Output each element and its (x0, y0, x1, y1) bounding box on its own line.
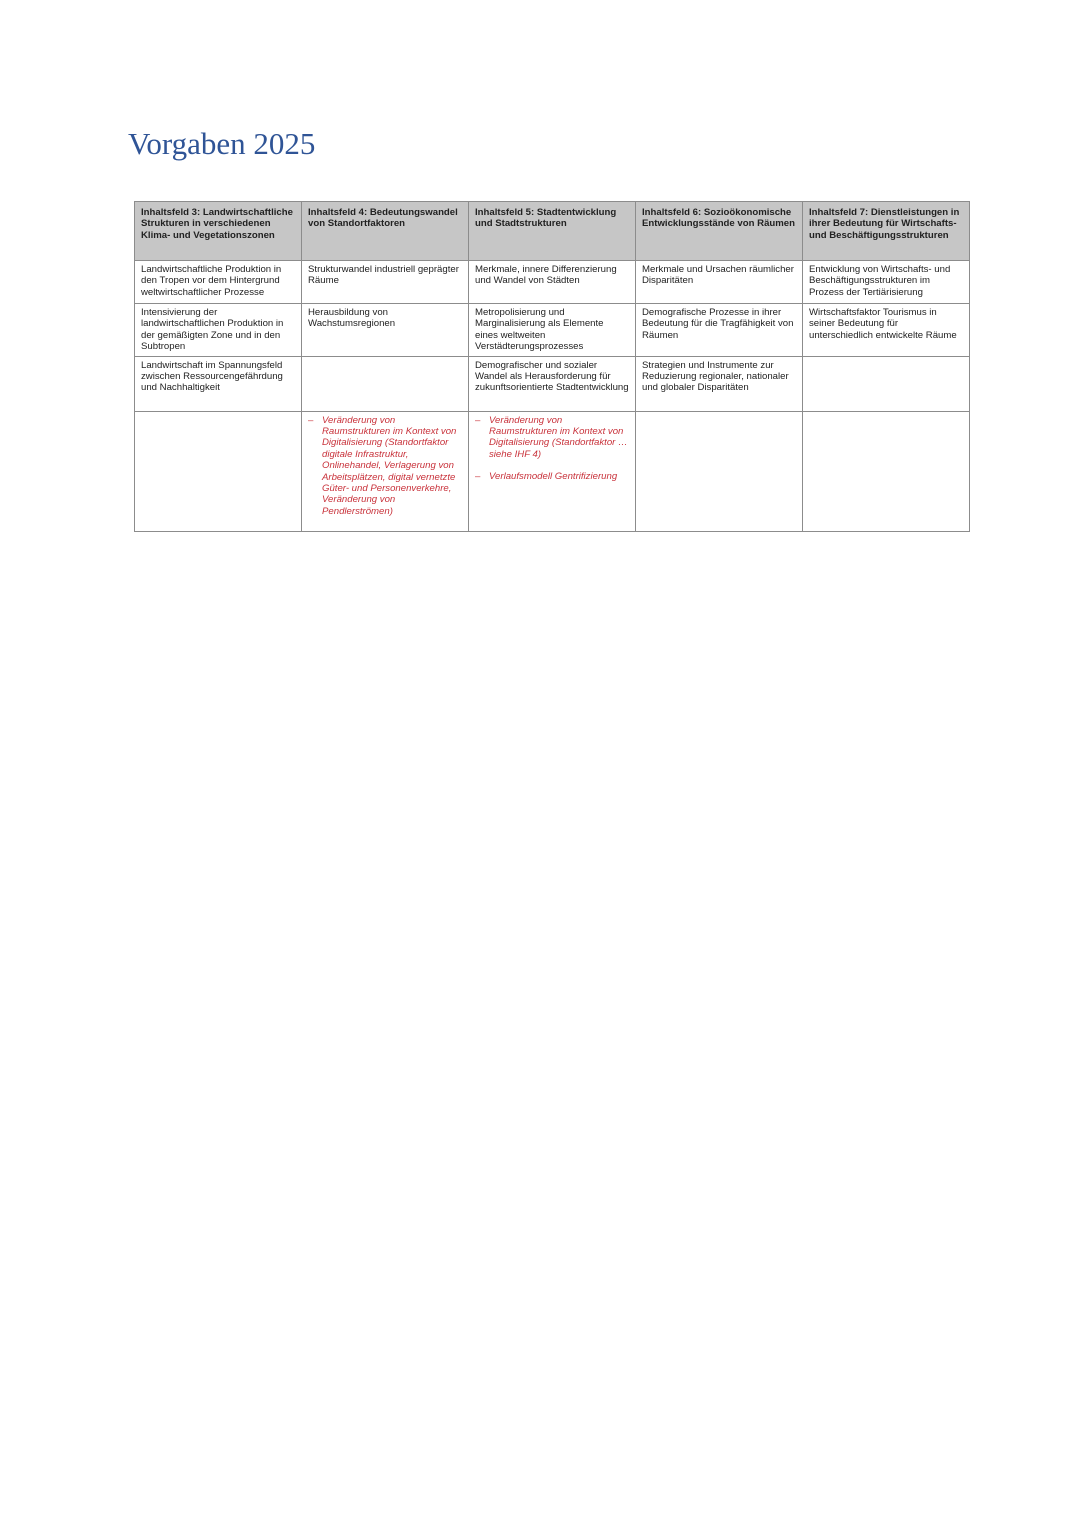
table-row-notes (135, 411, 970, 532)
table-cell (803, 356, 970, 411)
table-cell-empty (636, 411, 803, 532)
header-inhaltsfeld-7: Inhaltsfeld 7: Dienstleistungen in ihrer Bedeutung für Wirtschafts- und Beschäftigungsstrukturen (803, 202, 970, 261)
red-note-item: – Veränderung von Raumstrukturen im Kontext von Digitalisierung (Standortfaktor digitale Infrastruktur, Onlinehandel, Verlagerung von Arbeitsplätzen, digital vernetzte Güter- und Personenverkehre, Veränderung von Pendlerströmen) (308, 415, 462, 518)
red-note-item: – Verlaufsmodell Gentrifizierung (475, 471, 629, 482)
table-cell: Strategien und Instrumente zur Reduzierung regionaler, nationaler und globaler Disparitäten (636, 356, 803, 411)
table-row (135, 304, 970, 357)
table-cell-empty (135, 411, 302, 532)
header-inhaltsfeld-5: Inhaltsfeld 5: Stadtentwicklung und Stadtstrukturen (469, 202, 636, 261)
table-cell-empty (803, 411, 970, 532)
table-cell: Demografische Prozesse in ihrer Bedeutung für die Tragfähigkeit von Räumen (636, 304, 803, 357)
table-cell (302, 356, 469, 411)
page-title: Vorgaben 2025 (128, 126, 316, 161)
red-note-item: – Veränderung von Raumstrukturen im Kontext von Digitalisierung (Standortfaktor … siehe IHF 4) (475, 415, 629, 461)
header-inhaltsfeld-3: Inhaltsfeld 3: Landwirtschaftliche Strukturen in verschiedenen Klima- und Vegetationszonen (135, 202, 302, 261)
header-inhaltsfeld-6: Inhaltsfeld 6: Sozioökonomische Entwicklungsstände von Räumen (636, 202, 803, 261)
table-cell: Merkmale, innere Differenzierung und Wandel von Städten (469, 261, 636, 304)
table-cell-notes-ihf5 (469, 411, 636, 532)
header-inhaltsfeld-4: Inhaltsfeld 4: Bedeutungswandel von Standortfaktoren (302, 202, 469, 261)
table-cell: Demografischer und sozialer Wandel als Herausforderung für zukunftsorientierte Stadtentwicklung (469, 356, 636, 411)
red-notes-list (308, 415, 462, 518)
table-cell: Intensivierung der landwirtschaftlichen Produktion in der gemäßigten Zone und in den Subtropen (135, 304, 302, 357)
red-notes-list (475, 415, 629, 483)
table-cell: Entwicklung von Wirtschafts- und Beschäftigungsstrukturen im Prozess der Tertiärisierung (803, 261, 970, 304)
table-cell: Metropolisierung und Marginalisierung als Elemente eines weltweiten Verstädterungsprozesses (469, 304, 636, 357)
table-cell: Strukturwandel industriell geprägter Räume (302, 261, 469, 304)
inhaltsfelder-table (134, 201, 970, 532)
table-cell: Merkmale und Ursachen räumlicher Disparitäten (636, 261, 803, 304)
table-row (135, 261, 970, 304)
table-header-row (135, 202, 970, 261)
table-cell: Herausbildung von Wachstumsregionen (302, 304, 469, 357)
table-cell: Landwirtschaft im Spannungsfeld zwischen Ressourcengefährdung und Nachhaltigkeit (135, 356, 302, 411)
table-row (135, 356, 970, 411)
inhaltsfelder-table-container (134, 201, 970, 532)
table-cell: Landwirtschaftliche Produktion in den Tropen vor dem Hintergrund weltwirtschaftlicher Prozesse (135, 261, 302, 304)
table-cell-notes-ihf4 (302, 411, 469, 532)
table-cell: Wirtschaftsfaktor Tourismus in seiner Bedeutung für unterschiedlich entwickelte Räume (803, 304, 970, 357)
